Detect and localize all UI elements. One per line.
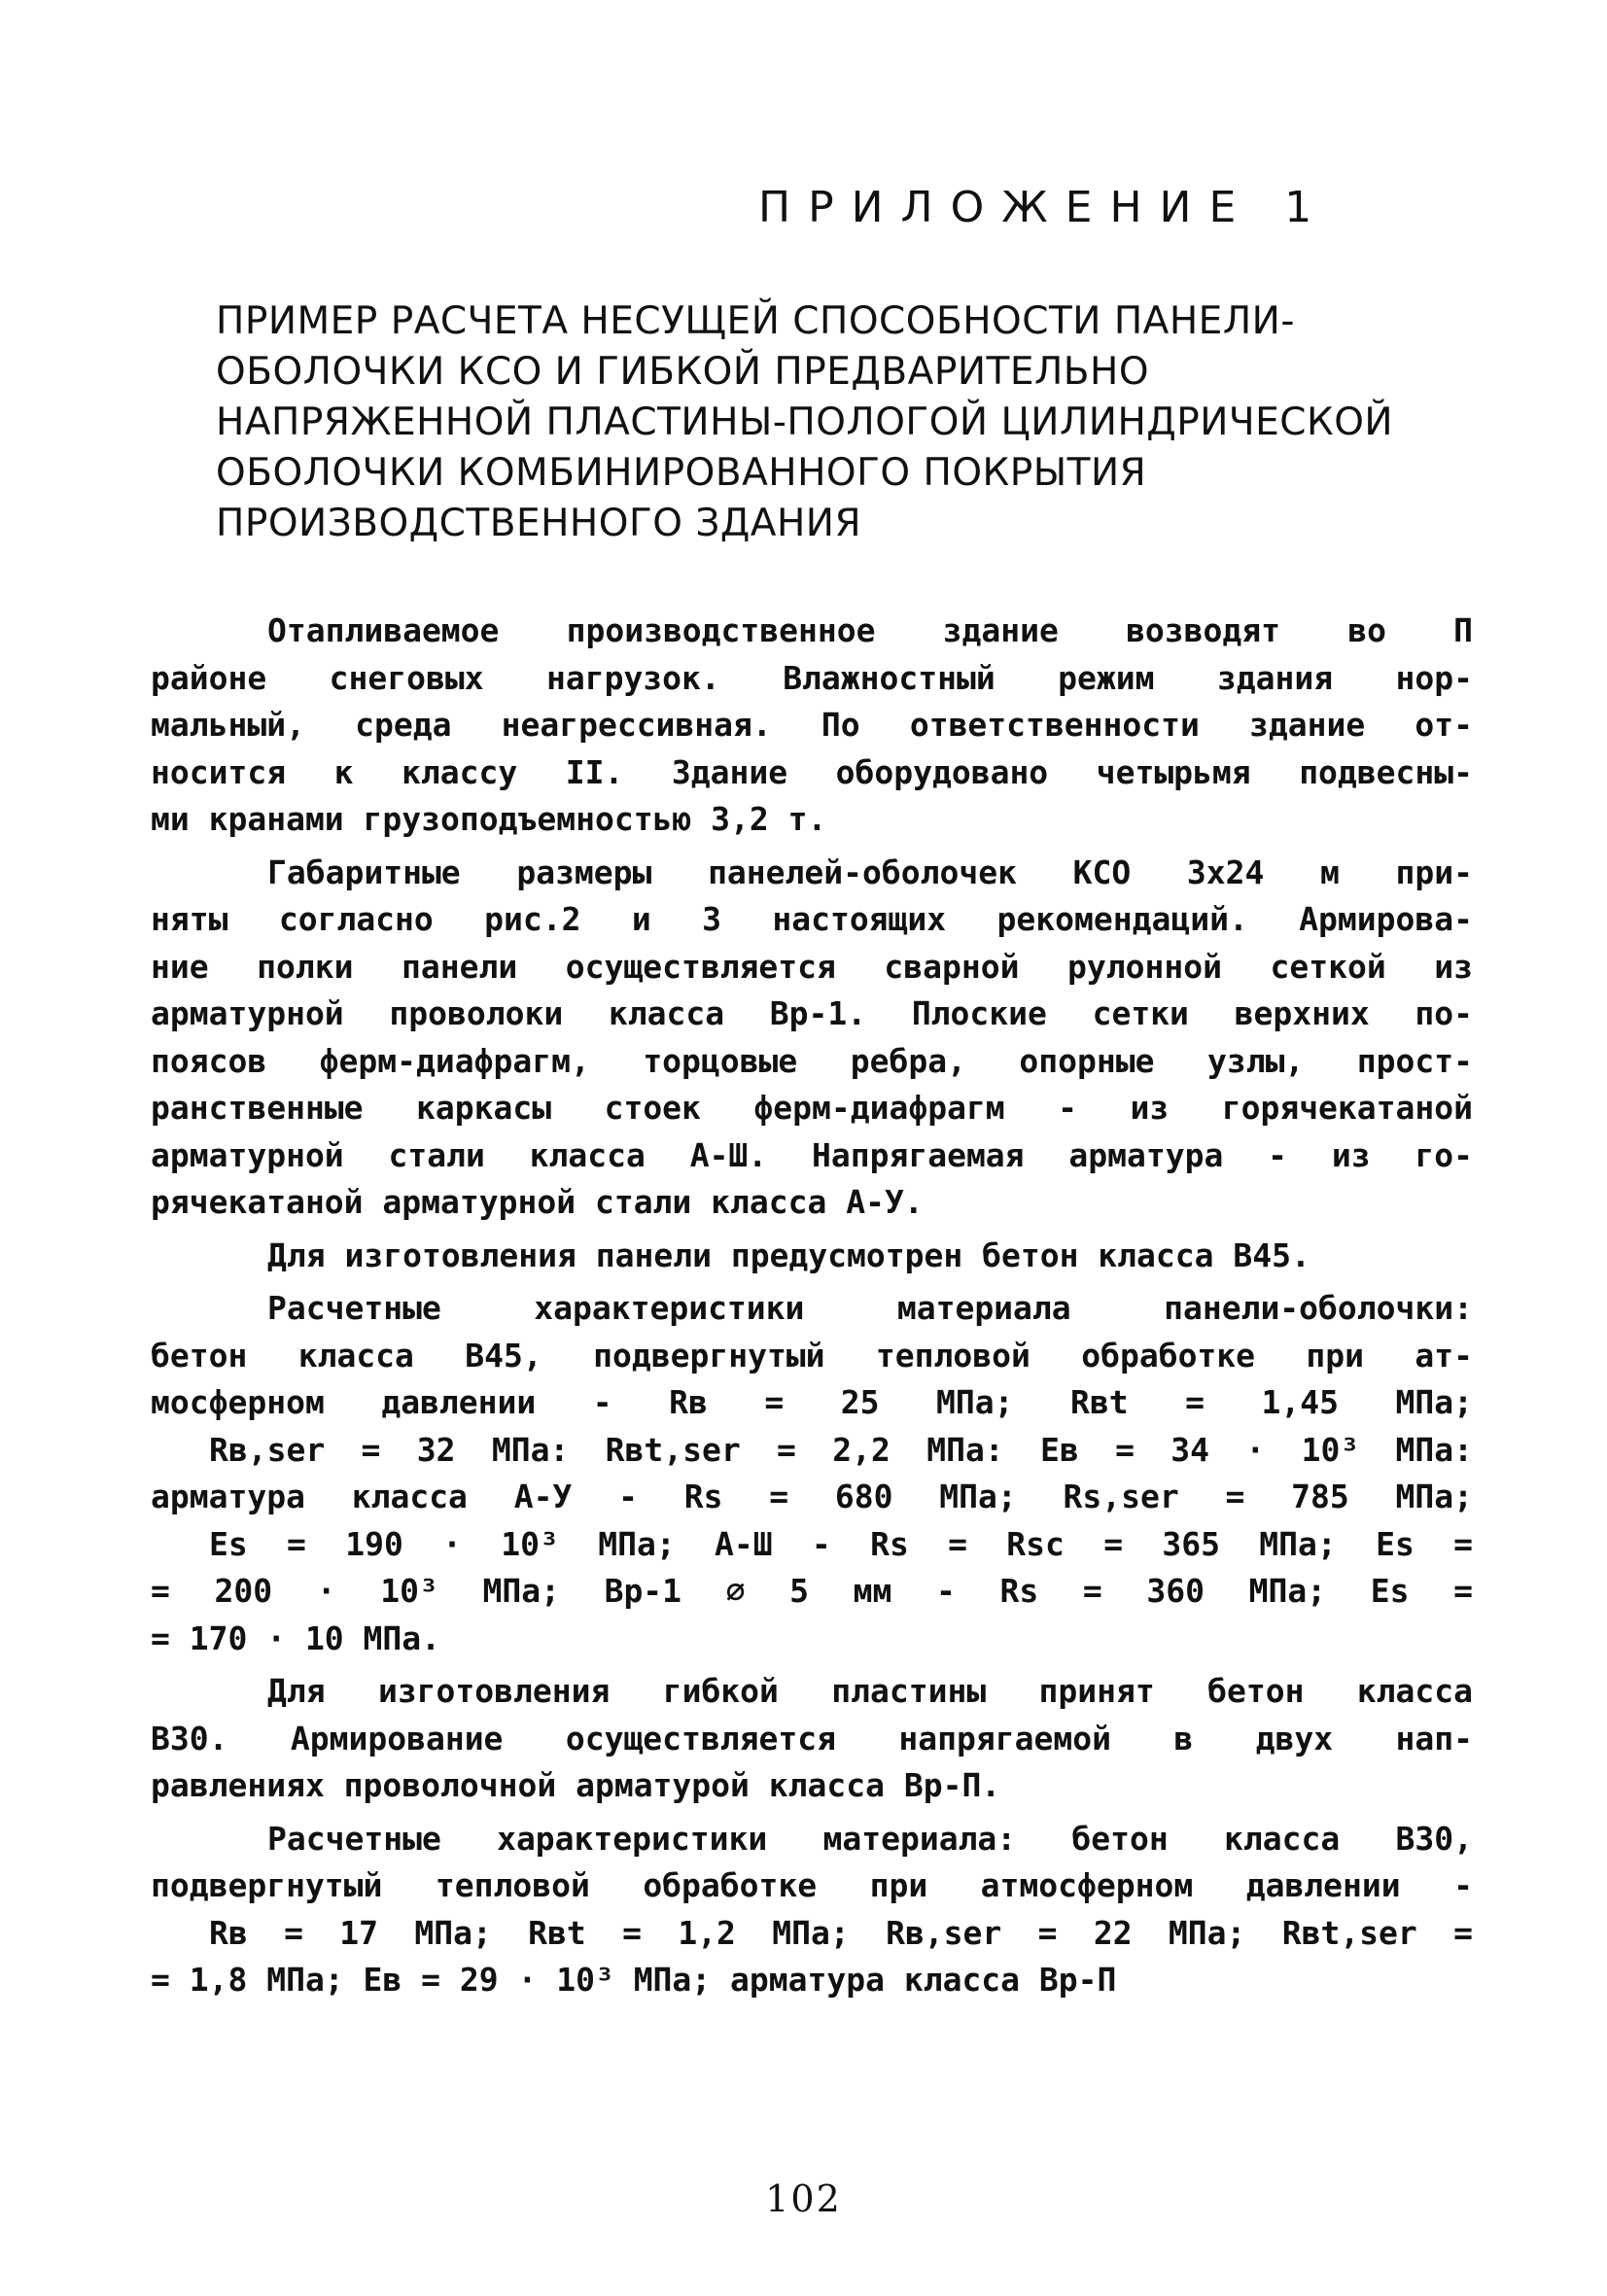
paragraph-plate-material-properties xyxy=(151,1816,1473,2004)
text-line: арматурной проволоки класса Вр-1. Плоские сетки верхних по- xyxy=(151,994,1473,1032)
page-number: 102 xyxy=(765,2177,842,2220)
appendix-heading: ПРИЛОЖЕНИЕ 1 xyxy=(758,183,1330,232)
text-line: Еs = 190 · 10³ МПа; А-Ш - Rs = Rsc = 365 МПа; Еs = xyxy=(209,1524,1473,1563)
text-line: ранственные каркасы стоек ферм-диафрагм - из горячекатаной xyxy=(151,1089,1473,1127)
text-line: Rв = 17 МПа; Rвt = 1,2 МПа; Rв,ser = 22 МПа; Rвt,ser = xyxy=(209,1913,1473,1952)
text-line: Для изготовления панели предусмотрен бетон класса В45. xyxy=(267,1235,1310,1274)
document-title xyxy=(216,296,1480,549)
text-line: = 1,8 МПа; Ев = 29 · 10³ МПа; арматура класса Вр-П xyxy=(151,1961,1117,1999)
paragraph-panel-dimensions xyxy=(151,850,1473,1227)
text-line: ние полки панели осуществляется сварной рулонной сеткой из xyxy=(151,947,1473,986)
title-line: ОБОЛОЧКИ КСО И ГИБКОЙ ПРЕДВАРИТЕЛЬНО xyxy=(216,350,1150,394)
paragraph-panel-material-properties xyxy=(151,1285,1473,1662)
paragraph-plate-concrete xyxy=(151,1668,1473,1810)
title-line: НАПРЯЖЕННОЙ ПЛАСТИНЫ-ПОЛОГОЙ ЦИЛИНДРИЧЕСКОЙ xyxy=(216,400,1394,444)
text-line: Rв,ser = 32 МПа: Rвt,ser = 2,2 МПа: Ев = 34 · 10³ МПа: xyxy=(209,1430,1473,1469)
text-line: Габаритные размеры панелей-оболочек КСО 3х24 м при- xyxy=(267,852,1473,891)
text-line: арматурной стали класса А-Ш. Напрягаемая арматура - из го- xyxy=(151,1135,1473,1174)
text-line: носится к классу II. Здание оборудовано четырьмя подвесны- xyxy=(151,752,1473,791)
text-line: = 170 · 10 МПа. xyxy=(151,1618,441,1657)
text-line: бетон класса В45, подвергнутый тепловой обработке при ат- xyxy=(151,1336,1473,1374)
text-line: мальный, среда неагрессивная. По ответственности здание от- xyxy=(151,706,1473,744)
text-line: районе снеговых нагрузок. Влажностный режим здания нор- xyxy=(151,658,1473,697)
text-line: Расчетные характеристики материала панели-оболочки: xyxy=(267,1289,1473,1327)
text-line: подвергнутый тепловой обработке при атмосферном давлении - xyxy=(151,1866,1473,1904)
title-line: ОБОЛОЧКИ КОМБИНИРОВАННОГО ПОКРЫТИЯ xyxy=(216,451,1147,495)
text-line: = 200 · 10³ МПа; Вр-1 ⌀ 5 мм - Rs = 360 МПа; Еs = xyxy=(151,1572,1473,1610)
text-line: поясов ферм-диафрагм, торцовые ребра, опорные узлы, прост- xyxy=(151,1041,1473,1080)
text-line: ми кранами грузоподъемностью 3,2 т. xyxy=(151,800,827,838)
text-line: няты согласно рис.2 и 3 настоящих рекомендаций. Армирова- xyxy=(151,900,1473,938)
text-line: В30. Армирование осуществляется напрягаемой в двух нап- xyxy=(151,1719,1473,1757)
title-line: ПРИМЕР РАСЧЕТА НЕСУЩЕЙ СПОСОБНОСТИ ПАНЕЛИ- xyxy=(216,299,1295,343)
text-line: арматура класса А-У - Rs = 680 МПа; Rs,ser = 785 МПа; xyxy=(151,1478,1473,1515)
text-line: мосферном давлении - Rв = 25 МПа; Rвt = 1,45 МПа; xyxy=(151,1383,1473,1421)
body-text xyxy=(151,608,1473,2010)
text-line: Для изготовления гибкой пластины принят бетон класса xyxy=(267,1672,1473,1710)
text-line: Расчетные характеристики материала: бетон класса В30, xyxy=(267,1819,1473,1858)
title-line: ПРОИЗВОДСТВЕННОГО ЗДАНИЯ xyxy=(216,502,862,545)
paragraph-panel-concrete xyxy=(151,1233,1473,1280)
text-line: равлениях проволочной арматурой класса Вр-П. xyxy=(151,1766,1001,1804)
text-line: рячекатаной арматурной стали класса А-У. xyxy=(151,1183,924,1221)
paragraph-building-conditions xyxy=(151,608,1473,844)
text-line: Отапливаемое производственное здание возводят во П xyxy=(267,611,1473,649)
